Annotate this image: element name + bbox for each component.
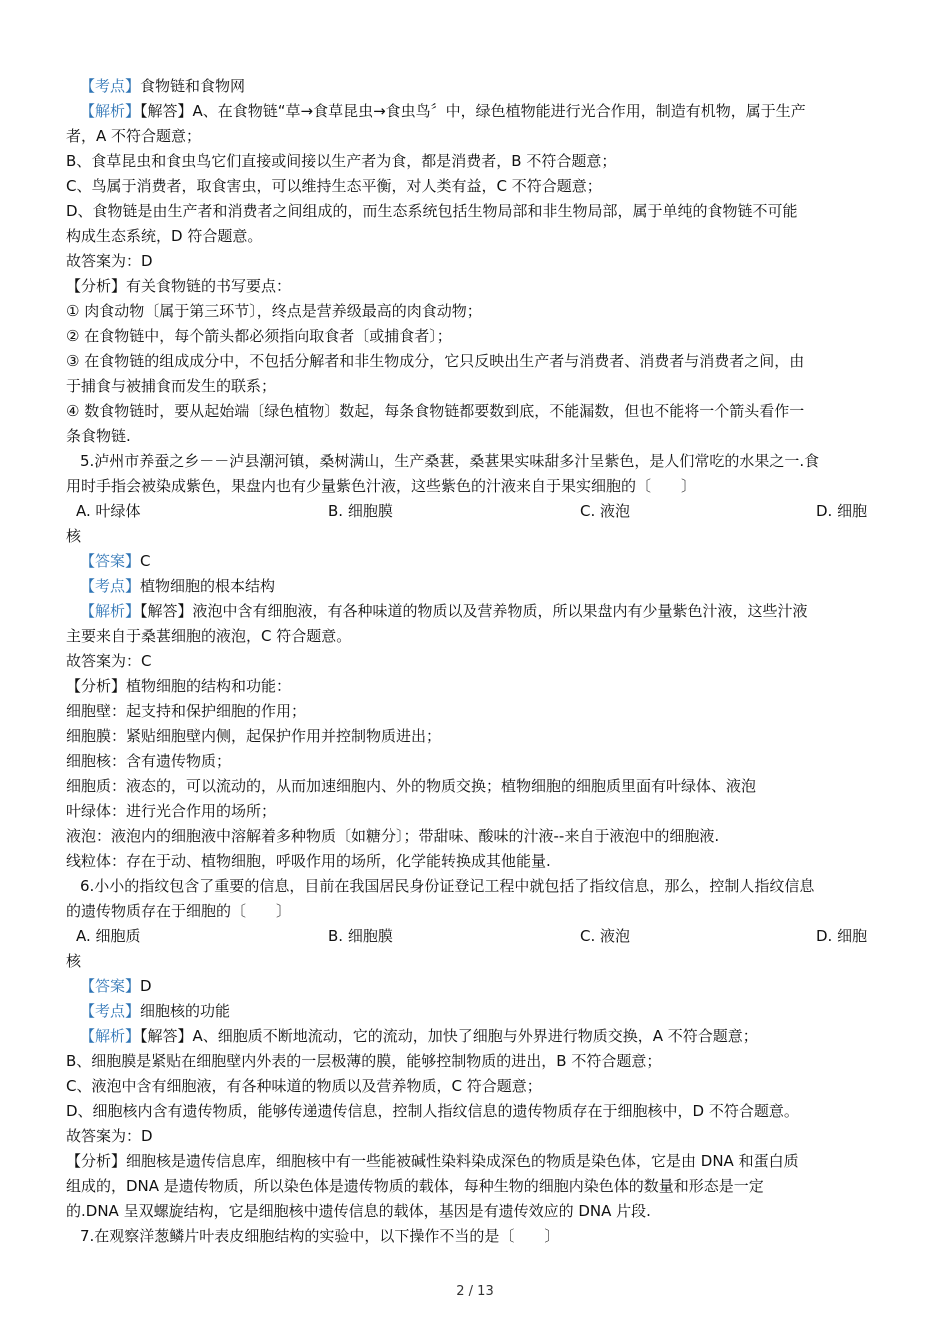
text-line	[66, 424, 886, 449]
section-tag: 【答案】	[80, 552, 141, 570]
line-text: 线粒体：存在于动、植物细胞，呼吸作用的场所，化学能转换成其他能量.	[66, 852, 551, 870]
line-text: 【解答】A、在食物链“草→食草昆虫→食虫鸟〞中，绿色植物能进行光合作用，制造有机物，属于生产	[140, 102, 806, 120]
line-text: D、细胞核内含有遗传物质，能够传递遗传信息，控制人指纹信息的遗传物质存在于细胞核中，D 不符合题意。	[66, 1102, 799, 1120]
line-text: 食物链和食物网	[140, 77, 246, 95]
text-line	[66, 74, 886, 99]
document-body	[66, 74, 886, 1249]
line-text: ① 肉食动物〔属于第三环节〕，终点是营养级最高的肉食动物；	[66, 302, 482, 320]
text-line	[66, 799, 886, 824]
text-line	[66, 949, 886, 974]
line-text: 【分析】细胞核是遗传信息库，细胞核中有一些能被碱性染料染成深色的物质是染色体，它是由 DNA 和蛋白质	[66, 1152, 799, 1170]
text-line	[66, 1049, 886, 1074]
section-tag: 【考点】	[80, 77, 141, 95]
line-text: 细胞壁：起支持和保护细胞的作用；	[66, 702, 307, 720]
text-line	[66, 649, 886, 674]
line-text: 【分析】有关食物链的书写要点：	[66, 277, 292, 295]
text-line	[66, 674, 886, 699]
text-line	[66, 574, 886, 599]
text-line	[66, 874, 886, 899]
line-text: 故答案为：D	[66, 252, 153, 270]
text-line	[66, 599, 886, 624]
section-tag: 【解析】	[80, 1027, 141, 1045]
answer-option: D. 细胞	[816, 927, 868, 945]
text-line	[66, 824, 886, 849]
text-line	[66, 899, 886, 924]
line-text: 【解答】液泡中含有细胞液，有各种味道的物质以及营养物质，所以果盘内有少量紫色汁液，这些汁液	[140, 602, 808, 620]
answer-options	[66, 499, 886, 524]
text-line	[66, 1124, 886, 1149]
text-line	[66, 1099, 886, 1124]
line-text: 核	[66, 952, 82, 970]
line-text: B、食草昆虫和食虫鸟它们直接或间接以生产者为食，都是消费者，B 不符合题意；	[66, 152, 617, 170]
line-text: 细胞核：含有遗传物质；	[66, 752, 232, 770]
line-text: 的遗传物质存在于细胞的〔 〕	[66, 902, 292, 920]
text-line	[66, 299, 886, 324]
line-text: 7.在观察洋葱鳞片叶表皮细胞结构的实验中，以下操作不当的是〔 〕	[80, 1227, 560, 1245]
text-line	[66, 174, 886, 199]
line-text: 细胞膜：紧贴细胞壁内侧，起保护作用并控制物质进出；	[66, 727, 442, 745]
section-tag: 【解析】	[80, 602, 141, 620]
text-line	[66, 999, 886, 1024]
line-text: 细胞质：液态的，可以流动的，从而加速细胞内、外的物质交换；植物细胞的细胞质里面有叶绿体、液泡	[66, 777, 757, 795]
text-line	[66, 249, 886, 274]
text-line	[66, 324, 886, 349]
answer-option: A. 叶绿体	[76, 502, 141, 520]
text-line	[66, 624, 886, 649]
text-line	[66, 1224, 886, 1249]
line-text: C	[140, 552, 151, 570]
line-text: ② 在食物链中，每个箭头都必须指向取食者〔或捕食者〕；	[66, 327, 452, 345]
section-tag: 【考点】	[80, 1002, 141, 1020]
line-text: 核	[66, 527, 82, 545]
line-text: D、食物链是由生产者和消费者之间组成的，而生态系统包括生物局部和非生物局部，属于单纯的食物链不可能	[66, 202, 798, 220]
text-line	[66, 1174, 886, 1199]
answer-option: A. 细胞质	[76, 927, 141, 945]
line-text: 细胞核的功能	[140, 1002, 231, 1020]
line-text: 叶绿体：进行光合作用的场所；	[66, 802, 277, 820]
answer-options	[66, 924, 886, 949]
text-line	[66, 474, 886, 499]
text-line	[66, 1149, 886, 1174]
text-line	[66, 974, 886, 999]
text-line	[66, 349, 886, 374]
line-text: 构成生态系统，D 符合题意。	[66, 227, 263, 245]
line-text: 故答案为：C	[66, 652, 152, 670]
line-text: 6.小小的指纹包含了重要的信息，目前在我国居民身份证登记工程中就包括了指纹信息，那么，控制人指纹信息	[80, 877, 815, 895]
text-line	[66, 449, 886, 474]
text-line	[66, 274, 886, 299]
line-text: ③ 在食物链的组成成分中，不包括分解者和非生物成分，它只反映出生产者与消费者、消费者与消费者之间，由	[66, 352, 805, 370]
section-tag: 【解析】	[80, 102, 141, 120]
text-line	[66, 199, 886, 224]
line-text: B、细胞膜是紧贴在细胞壁内外表的一层极薄的膜，能够控制物质的进出，B 不符合题意；	[66, 1052, 662, 1070]
line-text: 故答案为：D	[66, 1127, 153, 1145]
text-line	[66, 524, 886, 549]
line-text: 主要来自于桑葚细胞的液泡，C 符合题意。	[66, 627, 352, 645]
answer-option: B. 细胞膜	[328, 927, 393, 945]
line-text: 【分析】植物细胞的结构和功能：	[66, 677, 292, 695]
line-text: D	[140, 977, 152, 995]
line-text: 植物细胞的根本结构	[140, 577, 276, 595]
text-line	[66, 1024, 886, 1049]
text-line	[66, 99, 886, 124]
text-line	[66, 374, 886, 399]
line-text: 者，A 不符合题意；	[66, 127, 202, 145]
answer-option: B. 细胞膜	[328, 502, 393, 520]
line-text: 液泡：液泡内的细胞液中溶解着多种物质〔如糖分〕；带甜味、酸味的汁液--来自于液泡中的细胞液.	[66, 827, 720, 845]
text-line	[66, 774, 886, 799]
line-text: 组成的，DNA 是遗传物质，所以染色体是遗传物质的载体，每种生物的细胞内染色体的数量和形态是一定	[66, 1177, 764, 1195]
line-text: 于捕食与被捕食而发生的联系；	[66, 377, 277, 395]
line-text: 的.DNA 呈双螺旋结构，它是细胞核中遗传信息的载体，基因是有遗传效应的 DNA 片段.	[66, 1202, 651, 1220]
answer-option: C. 液泡	[580, 927, 631, 945]
line-text: C、鸟属于消费者，取食害虫，可以维持生态平衡，对人类有益，C 不符合题意；	[66, 177, 602, 195]
text-line	[66, 549, 886, 574]
text-line	[66, 149, 886, 174]
answer-option: D. 细胞	[816, 502, 868, 520]
text-line	[66, 1074, 886, 1099]
line-text: 用时手指会被染成紫色，果盘内也有少量紫色汁液，这些紫色的汁液来自于果实细胞的〔 〕	[66, 477, 697, 495]
text-line	[66, 724, 886, 749]
section-tag: 【答案】	[80, 977, 141, 995]
page-number: 2 / 13	[456, 1284, 494, 1299]
text-line	[66, 749, 886, 774]
line-text: 条食物链.	[66, 427, 131, 445]
text-line	[66, 1199, 886, 1224]
line-text: C、液泡中含有细胞液，有各种味道的物质以及营养物质，C 符合题意；	[66, 1077, 542, 1095]
text-line	[66, 399, 886, 424]
text-line	[66, 699, 886, 724]
line-text: 5.泸州市养蚕之乡－－泸县潮河镇，桑树满山，生产桑葚，桑葚果实味甜多汁呈紫色，是人们常吃的水果之一.食	[80, 452, 820, 470]
section-tag: 【考点】	[80, 577, 141, 595]
text-line	[66, 849, 886, 874]
text-line	[66, 224, 886, 249]
answer-option: C. 液泡	[580, 502, 631, 520]
line-text: ④ 数食物链时，要从起始端〔绿色植物〕数起，每条食物链都要数到底，不能漏数，但也不能将一个箭头看作一	[66, 402, 805, 420]
text-line	[66, 124, 886, 149]
line-text: 【解答】A、细胞质不断地流动，它的流动，加快了细胞与外界进行物质交换，A 不符合题意；	[140, 1027, 758, 1045]
